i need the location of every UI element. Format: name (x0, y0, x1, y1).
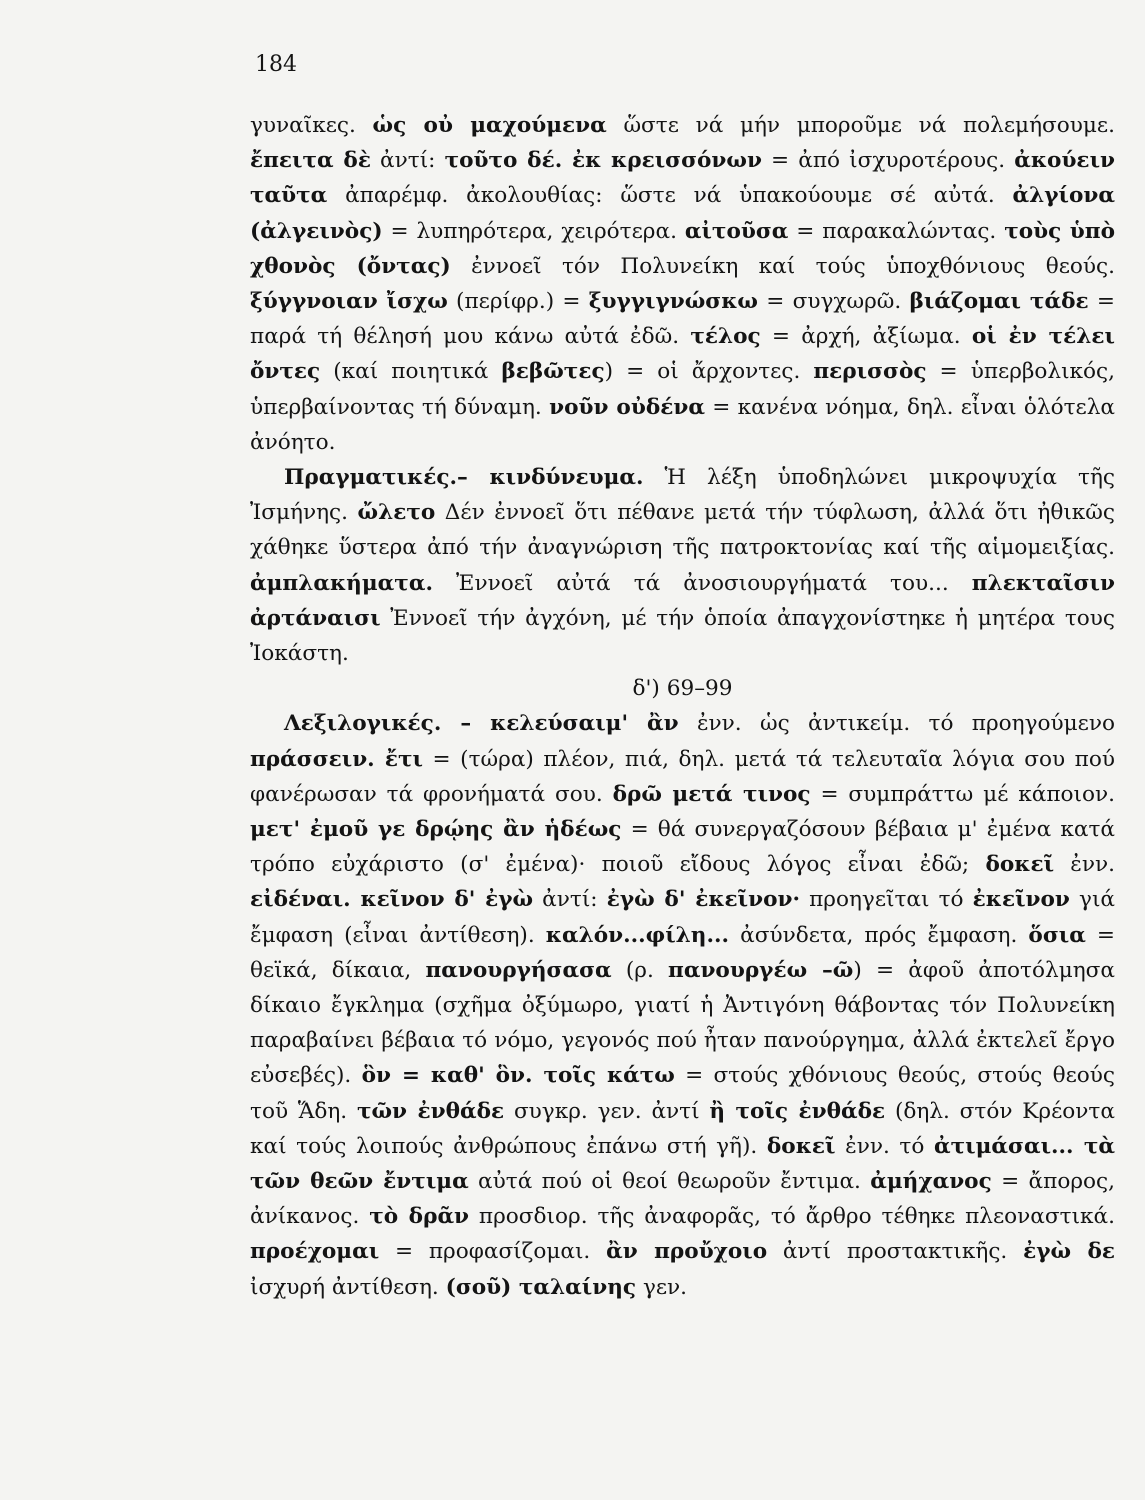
bold-term: νοῦν οὐδένα (549, 394, 705, 420)
bold-term: ἢ τοῖς ἐνθάδε (709, 1098, 886, 1124)
text-run: = συμπράττω μέ κάποιον. (810, 781, 1115, 807)
bold-term: μετ' ἐμοῦ γε δρῴης ἂν ἡδέως (250, 817, 622, 843)
bold-term: πανουργέω –ῶ (668, 957, 854, 983)
bold-term: ἀτιμάσαι... τὰ τῶν θεῶν ἔντιμα (250, 1133, 1115, 1195)
text-run: συγκρ. γεν. ἀντί (504, 1098, 710, 1124)
text-run: ἰσχυρή ἀντίθεση. (250, 1274, 446, 1300)
text-run: = προφασίζομαι. (379, 1239, 607, 1265)
bold-term: ἀμήχανος (870, 1169, 992, 1195)
bold-term: ἀμπλακήματα. (250, 570, 433, 596)
text-run: Ἡ λέξη ὑποδηλώνει μικροψυχία τῆς Ἰσμήνης. (250, 465, 1115, 526)
text-run: ) = ἀφοῦ ἀποτόλμησα δίκαιο ἔγκλημα (σχῆμα ὀξύμωρο, γιατί ἡ Ἀντιγόνη θάβοντας τόν Πολυνείκη παραβαίνει βέβαια τό νόμο, γεγονός πού ἦταν πανούργημα, ἀλλά ἐκτελεῖ ἔργο εὐσεβές). (250, 957, 1115, 1089)
text-run: = ὑπερβολικός, ὑπερβαίνοντας τή δύναμη. (250, 359, 1115, 420)
text-run: αὐτά πού οἱ θεοί θεωροῦν ἔντιμα. (468, 1169, 871, 1195)
bold-term: ἀλγίονα (ἀλγεινὸς) (250, 183, 1115, 244)
bold-term: αἰτοῦσα (684, 218, 789, 244)
bold-term: τοῦτο δέ. ἐκ κρεισσόνων (444, 148, 762, 174)
bold-term: προέχομαι (250, 1239, 380, 1265)
text-run: ἀντί: (533, 887, 607, 913)
bold-term: τέλος (690, 324, 761, 350)
text-run: ) = οἱ ἄρχοντες. (604, 359, 814, 385)
paragraph-1 (250, 108, 1115, 460)
text-run: ἐνν. (1054, 852, 1116, 878)
bold-term: τὸ δρᾶν (369, 1204, 470, 1230)
text-run: ἀντί: (370, 148, 445, 174)
bold-term: τῶν ἐνθάδε (356, 1098, 505, 1124)
text-run: γιά ἔμφαση (εἶναι ἀντίθεση). (250, 887, 1115, 948)
text-run: προηγεῖται τό (799, 887, 973, 913)
bold-term: ξυγγιγνώσκω (588, 289, 758, 315)
bold-term: περισσὸς (813, 359, 927, 385)
text-run: προσδιορ. τῆς ἀναφορᾶς, τό ἄρθρο τέθηκε πλεοναστικά. (469, 1204, 1115, 1230)
text-run: = θεϊκά, δίκαια, (250, 922, 1115, 983)
text-run: = (τώρα) πλέον, πιά, δηλ. μετά τά τελευταῖα λόγια σου πού φανέρωσαν τά φρονήματά σου. (250, 746, 1116, 807)
bold-term: ἐγὼ δ' ἐκεῖνον· (606, 887, 800, 913)
text-run: (δηλ. στόν Κρέοντα καί τούς λοιπούς ἀνθρώπους ἐπάνω στή γῆ). (250, 1098, 1115, 1159)
text-run: (περίφρ.) = (447, 289, 589, 315)
text-run: = λυπηρότερα, χειρότερα. (382, 218, 685, 244)
bold-term: ἐγὼ δε (1023, 1239, 1115, 1265)
bold-term: ἂν προὔχοιο (606, 1239, 768, 1265)
text-run: Δέν ἐννοεῖ ὅτι πέθανε μετά τήν τύφλωση, ἀλλά ὅτι ἠθικῶς χάθηκε ὕστερα ἀπό τήν ἀναγνώριση τῆς πατροκτονίας καί τῆς αἱμομειξίας. (250, 500, 1115, 561)
text-run: = στούς χθόνιους θεούς, στούς θεούς τοῦ Ἅδη. (250, 1063, 1115, 1124)
text-run: ἀπαρέμφ. ἀκολουθίας: ὥστε νά ὑπακούουμε σέ αὐτά. (327, 183, 1013, 209)
text-run: Ἐννοεῖ τήν ἀγχόνη, μέ τήν ὁποία ἀπαγχονίστηκε ἡ μητέρα τους Ἰοκάστη. (250, 605, 1115, 667)
bold-term: (σοῦ) ταλαίνης (445, 1274, 637, 1300)
text-column (250, 108, 1115, 1305)
text-run: = θά συνεργαζόσουν βέβαια μ' ἐμένα κατά τρόπο εὐχάριστο (σ' ἐμένα)· ποιοῦ εἴδους λόγος εἶναι ἐδῶ; (250, 817, 1116, 878)
text-run: Ἐννοεῖ αὐτά τά ἀνοσιουργήματά του... (432, 570, 972, 596)
bold-term: τοὺς ὑπὸ χθονὸς (ὄντας) (250, 218, 1115, 279)
bold-term: πλεκταῖσιν ἀρτάναισι (250, 570, 1115, 631)
bold-term: δοκεῖ (985, 852, 1055, 878)
paragraph-3 (250, 706, 1115, 1304)
bold-term: εἰδέναι. κεῖνον δ' ἐγὼ (250, 887, 534, 913)
text-run: = παρά τή θέλησή μου κάνω αὐτά ἐδῶ. (250, 289, 1115, 350)
bold-term: ὤλετο (357, 500, 436, 526)
text-run: = συγχωρῶ. (757, 289, 910, 315)
text-run: = ἄπορος, ἀνίκανος. (250, 1169, 1115, 1230)
bold-term: πράσσειν. ἔτι (250, 746, 423, 772)
bold-term: δρῶ μετά τινος (612, 781, 811, 807)
text-run: γεν. (636, 1274, 688, 1300)
text-run: (ρ. (611, 957, 669, 983)
bold-term: ἀκούειν ταῦτα (250, 148, 1115, 209)
bold-term: πανουργήσασα (425, 957, 612, 983)
bold-term: Πραγματικές.– κινδύνευμα. (284, 465, 644, 491)
bold-term: οἱ ἐν τέλει ὄντες (250, 324, 1115, 385)
bold-term: βεβῶτες (501, 359, 605, 385)
text-run: = κανένα νόημα, δηλ. εἶναι ὁλότελα ἀνόητο. (250, 394, 1115, 455)
text-run: ἀντί προστακτικῆς. (767, 1239, 1024, 1265)
bold-term: ξύγγνοιαν ἴσχω (250, 289, 448, 315)
text-run: γυναῖκες. (250, 113, 373, 138)
bold-term: καλόν...φίλη... (545, 922, 730, 948)
bold-term: ὅσια (1028, 922, 1086, 948)
text-run: ὥστε νά μήν μποροῦμε νά πολεμήσουμε. (606, 113, 1115, 138)
text-run: ἐνν. ὡς ἀντικείμ. τό προηγούμενο (678, 711, 1115, 737)
text-run: ἀσύνδετα, πρός ἔμφαση. (729, 922, 1029, 948)
text-run: = παρακαλώντας. (788, 218, 1005, 244)
page-number: 184 (255, 52, 297, 77)
bold-term: ὡς οὐ μαχούμενα (372, 113, 607, 138)
section-heading: δ') 69–99 (632, 676, 733, 702)
bold-term: δοκεῖ (766, 1133, 836, 1159)
text-run: ἐνν. τό (835, 1133, 935, 1159)
bold-term: ἐκεῖνον (972, 887, 1070, 913)
bold-term: ὃν = καθ' ὃν. τοῖς κάτω (361, 1063, 675, 1089)
text-run: ἐννοεῖ τόν Πολυνείκη καί τούς ὑποχθόνιους θεούς. (450, 253, 1115, 279)
text-run: (καί ποιητικά (320, 359, 502, 385)
bold-term: βιάζομαι τάδε (909, 289, 1089, 315)
text-run: = ἀρχή, ἀξίωμα. (760, 324, 972, 350)
text-run: = ἀπό ἰσχυροτέρους. (761, 148, 1015, 174)
bold-term: Λεξιλογικές. – κελεύσαιμ' ἂν (284, 711, 679, 737)
paragraph-2 (250, 460, 1115, 671)
bold-term: ἔπειτα δὲ (250, 148, 371, 174)
